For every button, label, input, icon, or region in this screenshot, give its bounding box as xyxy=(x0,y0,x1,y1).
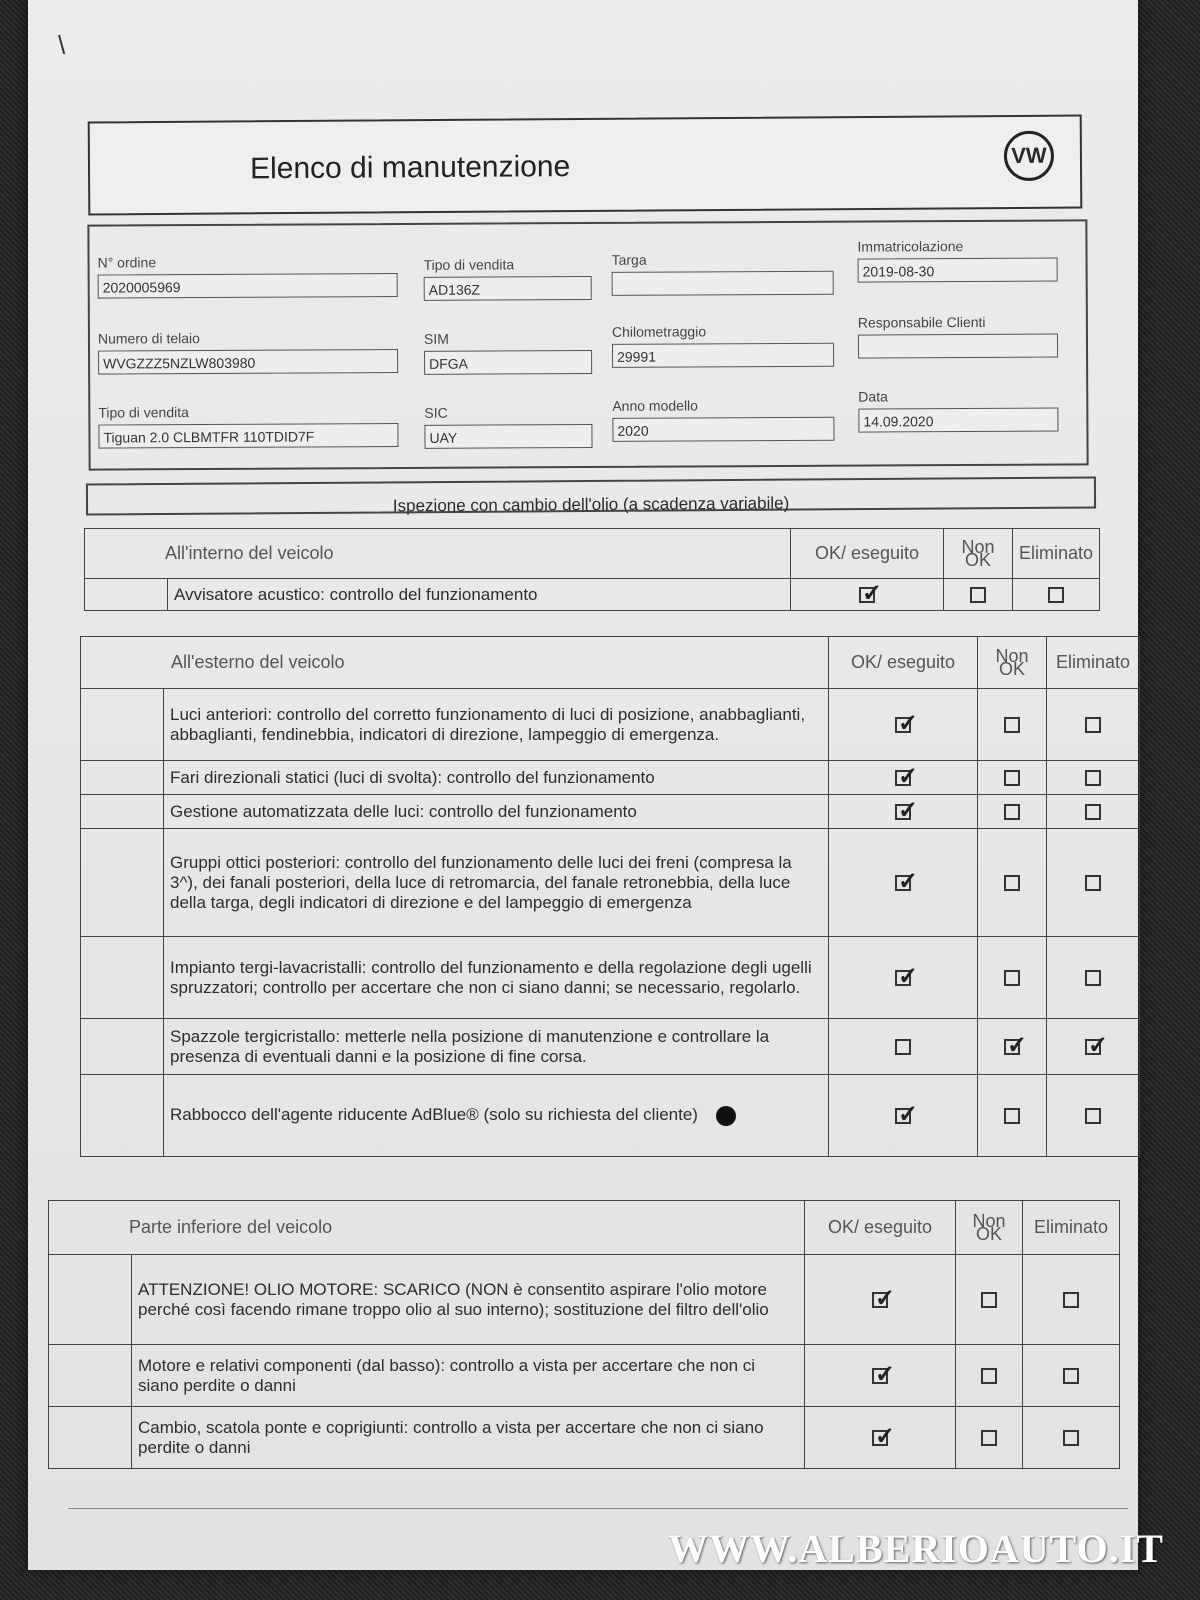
checkbox-eliminato[interactable] xyxy=(1063,1292,1079,1308)
row-text: Rabbocco dell'agente riducente AdBlue® (solo su richiesta del cliente) xyxy=(170,1105,698,1125)
field-modello: Tipo di vendita Tiguan 2.0 CLBMTFR 110TDID7F xyxy=(98,403,398,449)
col-ok: OK/ eseguito xyxy=(805,1201,956,1255)
checkbox-eliminato[interactable] xyxy=(1063,1430,1079,1446)
field-targa: Targa xyxy=(612,251,834,296)
col-ok: OK/ eseguito xyxy=(829,637,978,689)
vw-logo-icon: VW xyxy=(1004,131,1054,181)
table-row xyxy=(49,1407,1120,1469)
maintenance-sheet xyxy=(28,0,1138,1570)
page-title: Elenco di manutenzione xyxy=(249,150,571,186)
table-row xyxy=(81,689,1140,761)
inspection-banner: Ispezione con cambio dell'olio (a scadenza variabile) xyxy=(86,476,1096,515)
checkbox-eliminato[interactable] xyxy=(1048,587,1064,603)
immatricolazione-value: 2019-08-30 xyxy=(858,258,1058,283)
checkbox-ok[interactable] xyxy=(895,1039,911,1055)
chilometraggio-value: 29991 xyxy=(612,343,834,368)
row-text: Impianto tergi-lavacristalli: controllo del funzionamento e della regolazione degli ugelli spruzzatori; controllo per accertare che non ci siano danni; se necessario, regolarlo. xyxy=(164,937,829,1019)
checkbox-eliminato[interactable] xyxy=(1085,1039,1101,1055)
table-row xyxy=(81,1075,1140,1157)
field-responsabile: Responsabile Clienti xyxy=(858,314,1058,359)
col-ok: OK/ eseguito xyxy=(790,529,943,579)
checkbox-non-ok[interactable] xyxy=(1004,770,1020,786)
field-tipo-vendita: Tipo di vendita AD136Z xyxy=(424,256,592,301)
checkbox-eliminato[interactable] xyxy=(1085,1108,1101,1124)
targa-value xyxy=(612,271,834,296)
checkbox-ok[interactable] xyxy=(895,970,911,986)
col-non-ok: Non OK xyxy=(943,529,1012,579)
checkbox-non-ok[interactable] xyxy=(1004,1039,1020,1055)
table-row xyxy=(81,1019,1140,1075)
field-anno-modello: Anno modello 2020 xyxy=(612,397,834,442)
col-eliminato: Eliminato xyxy=(1023,1201,1120,1255)
table-row xyxy=(81,829,1140,937)
checkbox-non-ok[interactable] xyxy=(1004,1108,1020,1124)
checkbox-eliminato[interactable] xyxy=(1085,717,1101,733)
table-row xyxy=(81,761,1140,795)
table-row xyxy=(81,795,1140,829)
table-row xyxy=(49,1345,1120,1407)
checkbox-eliminato[interactable] xyxy=(1085,970,1101,986)
checkbox-ok[interactable] xyxy=(872,1368,888,1384)
checkbox-eliminato[interactable] xyxy=(1085,804,1101,820)
ordine-value: 2020005969 xyxy=(98,273,398,299)
bullet-dot-icon xyxy=(716,1106,736,1126)
field-immatricolazione: Immatricolazione 2019-08-30 xyxy=(857,238,1057,283)
checkbox-eliminato[interactable] xyxy=(1085,770,1101,786)
section-interno xyxy=(84,528,1100,611)
checkbox-non-ok[interactable] xyxy=(1004,970,1020,986)
checkbox-non-ok[interactable] xyxy=(970,587,986,603)
col-non-ok: Non OK xyxy=(956,1201,1023,1255)
checkbox-non-ok[interactable] xyxy=(981,1368,997,1384)
row-text: Avvisatore acustico: controllo del funzionamento xyxy=(168,579,791,611)
row-text: Gestione automatizzata delle luci: controllo del funzionamento xyxy=(164,795,829,829)
anno-modello-value: 2020 xyxy=(612,417,834,442)
table-row xyxy=(49,1255,1120,1345)
col-eliminato: Eliminato xyxy=(1012,529,1099,579)
sic-value: UAY xyxy=(424,424,592,449)
title-box xyxy=(88,115,1083,216)
checkbox-non-ok[interactable] xyxy=(981,1430,997,1446)
tipo-vendita-value: AD136Z xyxy=(424,276,592,301)
col-eliminato: Eliminato xyxy=(1047,637,1140,689)
vehicle-info-box xyxy=(87,219,1088,470)
section-title: All'esterno del veicolo xyxy=(81,637,829,689)
checkbox-eliminato[interactable] xyxy=(1063,1368,1079,1384)
field-sim: SIM DFGA xyxy=(424,330,592,375)
checkbox-ok[interactable] xyxy=(895,875,911,891)
telaio-value: WVGZZZ5NZLW803980 xyxy=(98,349,398,375)
field-data: Data 14.09.2020 xyxy=(858,388,1058,433)
responsabile-value xyxy=(858,334,1058,359)
section-inferiore xyxy=(48,1200,1120,1469)
checkbox-non-ok[interactable] xyxy=(1004,804,1020,820)
row-text: Motore e relativi componenti (dal basso): controllo a vista per accertare che non ci siano perdite o danni xyxy=(132,1345,805,1407)
section-title: Parte inferiore del veicolo xyxy=(49,1201,805,1255)
divider xyxy=(68,1508,1128,1509)
section-esterno xyxy=(80,636,1140,1157)
checkbox-ok[interactable] xyxy=(895,770,911,786)
field-ordine: N° ordine 2020005969 xyxy=(98,253,398,299)
col-non-ok: Non OK xyxy=(978,637,1047,689)
checkbox-ok[interactable] xyxy=(872,1430,888,1446)
table-row xyxy=(85,579,1100,611)
row-text: ATTENZIONE! OLIO MOTORE: SCARICO (NON è consentito aspirare l'olio motore perché così facendo rimane troppo olio al suo interno); sostituzione del filtro dell'olio xyxy=(132,1255,805,1345)
watermark: WWW.ALBERIOAUTO.IT xyxy=(668,1526,1164,1571)
row-text: Luci anteriori: controllo del corretto funzionamento di luci di posizione, anabbaglianti, abbaglianti, fendinebbia, indicatori di direzione, lampeggio di emergenza. xyxy=(164,689,829,761)
checkbox-ok[interactable] xyxy=(895,717,911,733)
row-text: Fari direzionali statici (luci di svolta): controllo del funzionamento xyxy=(164,761,829,795)
checkbox-non-ok[interactable] xyxy=(1004,717,1020,733)
row-text: Gruppi ottici posteriori: controllo del funzionamento delle luci dei freni (compresa la 3^), dei fanali posteriori, della luce di retromarcia, del fanale retronebbia, della luce della targa, degli indicatori di direzione e del lampeggio di emergenza xyxy=(164,829,829,937)
checkbox-ok[interactable] xyxy=(895,804,911,820)
checkbox-ok[interactable] xyxy=(859,587,875,603)
row-text: Spazzole tergicristallo: metterle nella posizione di manutenzione e controllare la presenza di eventuali danni e la posizione di fine corsa. xyxy=(164,1019,829,1075)
pen-mark: \ xyxy=(58,30,66,60)
field-telaio: Numero di telaio WVGZZZ5NZLW803980 xyxy=(98,329,398,375)
section-title: All'interno del veicolo xyxy=(85,529,791,579)
checkbox-eliminato[interactable] xyxy=(1085,875,1101,891)
row-text: Cambio, scatola ponte e coprigiunti: controllo a vista per accertare che non ci siano perdite o danni xyxy=(132,1407,805,1469)
field-sic: SIC UAY xyxy=(424,404,592,449)
table-row xyxy=(81,937,1140,1019)
checkbox-ok[interactable] xyxy=(895,1108,911,1124)
field-chilometraggio: Chilometraggio 29991 xyxy=(612,323,834,368)
checkbox-non-ok[interactable] xyxy=(1004,875,1020,891)
checkbox-non-ok[interactable] xyxy=(981,1292,997,1308)
data-value: 14.09.2020 xyxy=(858,408,1058,433)
checkbox-ok[interactable] xyxy=(872,1292,888,1308)
sim-value: DFGA xyxy=(424,350,592,375)
modello-value: Tiguan 2.0 CLBMTFR 110TDID7F xyxy=(98,423,398,449)
